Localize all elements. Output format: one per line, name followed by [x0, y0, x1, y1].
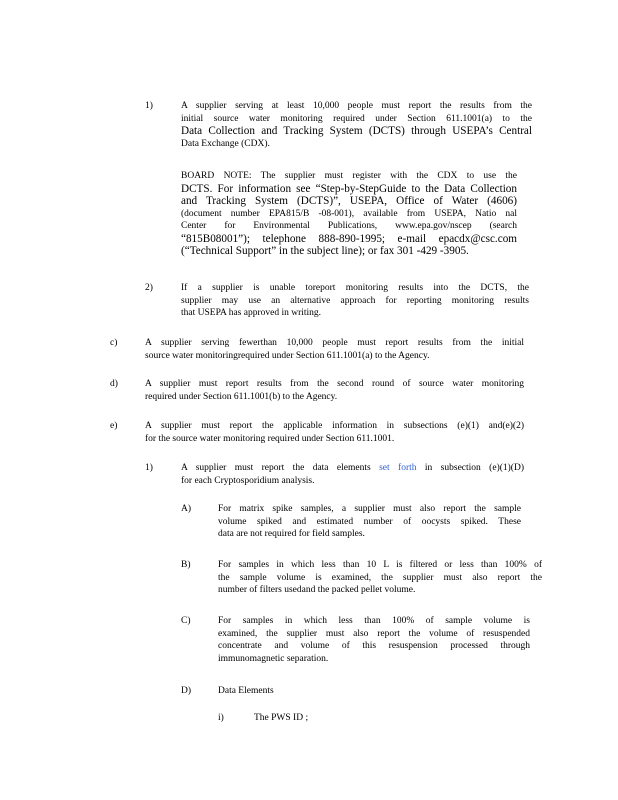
text-line: Data Elements	[218, 686, 274, 696]
text-line: for the source water monitoring required under Section 611.1001.	[145, 433, 395, 444]
text-line: data are not required for field samples.	[218, 529, 365, 539]
text-line: A supplier must report the data elements set forth in subsection (e)(1)(D)	[181, 463, 524, 473]
paragraph	[145, 420, 524, 445]
text-line: that USEPA has approved in writing.	[181, 308, 322, 318]
text-line: examined, the supplier must also report the volume of resuspended	[218, 628, 530, 639]
item-label: D)	[181, 686, 192, 696]
paragraph	[218, 503, 521, 541]
paragraph	[218, 559, 542, 597]
text-line: If a supplier is unable toreport monitoring results into the DCTS, the	[181, 283, 529, 293]
paragraph	[181, 282, 529, 320]
item-label: 1)	[145, 101, 153, 111]
text-line: number of filters usedand the packed pellet volume.	[218, 585, 416, 595]
text-line: Center for Environmental Publications, www.epa.gov/nscep (search	[181, 221, 517, 231]
paragraph	[181, 100, 532, 150]
text-line: immunomagnetic separation.	[218, 653, 329, 664]
text-line: initial source water monitoring required under Section 611.1001(a) to the	[181, 113, 532, 124]
text-line: (“Technical Support” in the subject line); or fax 301 -429 -3905.	[181, 245, 469, 257]
text-line: Data Collection and Tracking System (DCTS) through USEPA’s Central	[181, 125, 532, 137]
hyperlink[interactable]: set forth	[379, 463, 417, 473]
item-label: B)	[181, 560, 191, 570]
text-line: concentrate and volume of this resuspension processed through	[218, 641, 530, 651]
text-line: required under Section 611.1001(b) to the Agency.	[145, 391, 338, 402]
item-label: A)	[181, 504, 192, 514]
text-line: (document number EPA815/B -08-001), available from USEPA, Natio nal	[181, 208, 517, 219]
paragraph	[254, 712, 454, 725]
item-label: C)	[181, 616, 191, 626]
text-line: A supplier must report results from the second round of source water monitoring	[145, 379, 524, 389]
text-line: For samples in which less than 100% of sample volume is	[218, 616, 530, 626]
item-label: e)	[110, 421, 118, 431]
board-note	[181, 170, 517, 258]
text-line: and Tracking System (DCTS)”, USEPA, Office of Water (4606)	[181, 195, 517, 207]
item-label: i)	[218, 713, 224, 723]
text-line: Data Exchange (CDX).	[181, 138, 270, 149]
text-line: the sample volume is examined, the supplier must also report the	[218, 572, 542, 583]
text-line: supplier may use an alternative approach for reporting monitoring results	[181, 295, 529, 306]
item-label: c)	[110, 338, 118, 348]
text-line: BOARD NOTE: The supplier must register with the CDX to use the	[181, 171, 517, 181]
text-line: “815B08001”); telephone 888-890-1995; e-mail epacdx@csc.com	[181, 232, 517, 245]
text-line: source water monitoringrequired under Section 611.1001(a) to the Agency.	[145, 350, 430, 361]
item-label: 1)	[145, 463, 153, 473]
paragraph	[218, 615, 530, 665]
text-line: A supplier must report the applicable information in subsections (e)(1) and(e)(2)	[145, 421, 524, 431]
text-line: The PWS ID ;	[254, 713, 309, 723]
paragraph	[145, 337, 524, 362]
text-line: A supplier serving at least 10,000 people must report the results from the	[181, 101, 532, 111]
text-line: For matrix spike samples, a supplier must also report the sample	[218, 504, 521, 514]
text-line: For samples in which less than 10 L is filtered or less than 100% of	[218, 560, 542, 570]
text-line: A supplier serving fewerthan 10,000 people must report results from the initial	[145, 338, 524, 348]
text-line: for each Cryptosporidium analysis.	[181, 475, 315, 486]
paragraph	[218, 685, 418, 698]
text-line: DCTS. For information see “Step-by-StepGuide to the Data Collection	[181, 182, 517, 195]
paragraph	[181, 462, 524, 487]
paragraph	[145, 378, 524, 403]
text-line: volume spiked and estimated number of oocysts spiked. These	[218, 516, 521, 527]
item-label: d)	[110, 379, 118, 389]
item-label: 2)	[145, 283, 153, 293]
